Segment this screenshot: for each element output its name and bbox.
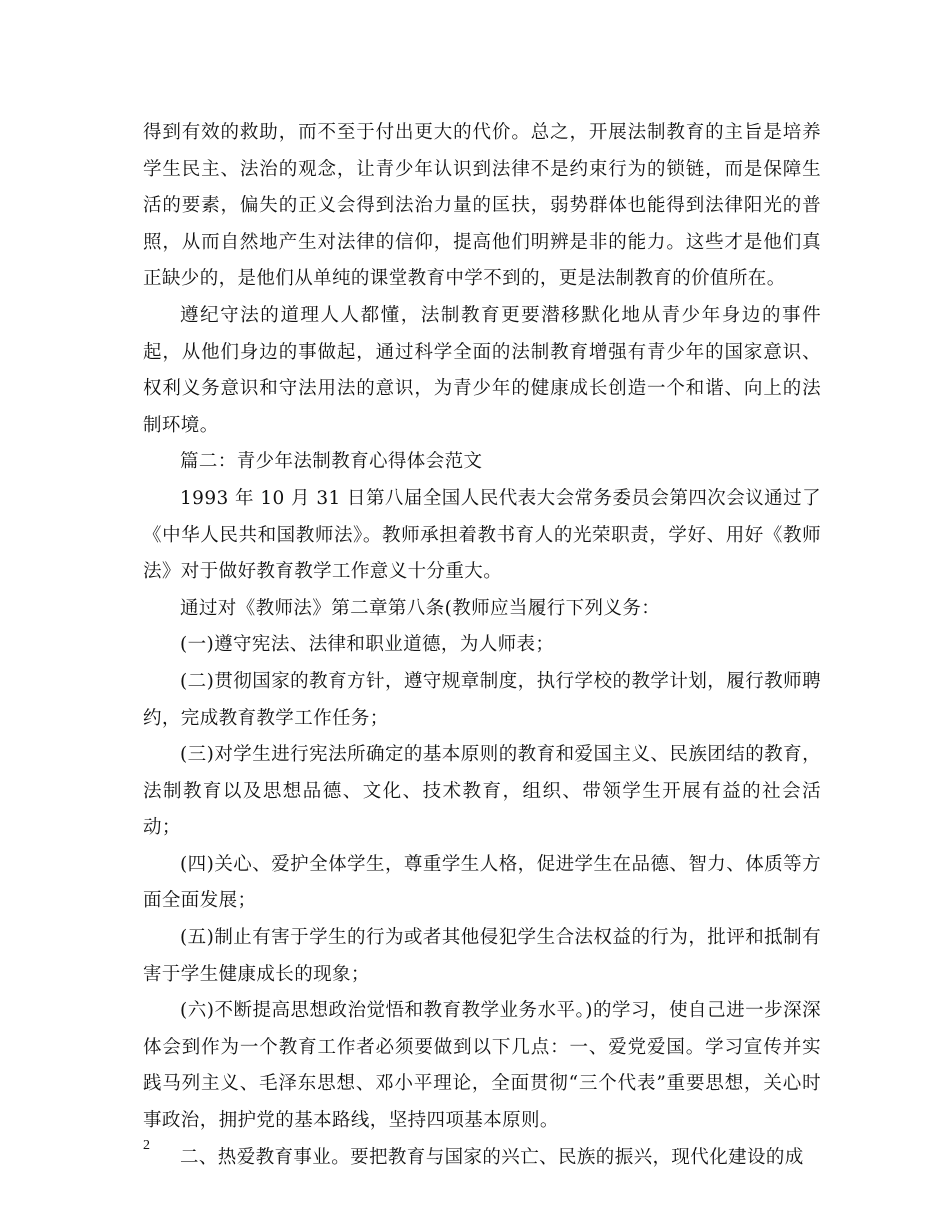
body-text (143, 115, 821, 1176)
paragraph-2: 遵纪守法的道理人人都懂，法制教育更要潜移默化地从青少年身边的事件起，从他们身边的事做起，通过科学全面的法制教育增强有青少年的国家意识、权利义务意识和守法用法的意识，为青少年的健康成长创造一个和谐、向上的法制环境。 (143, 304, 821, 436)
list-item-3: (三)对学生进行宪法所确定的基本原则的教育和爱国主义、民族团结的教育，法制教育以及思想品德、文化、技术教育，组织、带领学生开展有益的社会活动； (143, 744, 821, 839)
paragraph-1: 得到有效的救助，而不至于付出更大的代价。总之，开展法制教育的主旨是培养学生民主、法治的观念，让青少年认识到法律不是约束行为的锁链，而是保障生活的要素，偏失的正义会得到法治力量的匡扶，弱势群体也能得到法律阳光的普照，从而自然地产生对法律的信仰，提高他们明辨是非的能力。这些才是他们真正缺少的，是他们从单纯的课堂教育中学不到的，更是法制教育的价值所在。 (143, 122, 821, 290)
section-heading: 篇二：青少年法制教育心得体会范文 (180, 451, 483, 473)
list-item-4: (四)关心、爱护全体学生，尊重学生人格，促进学生在品德、智力、体质等方面全面发展； (143, 853, 821, 912)
list-item-6: (六)不断提高思想政治觉悟和教育教学业务水平。)的学习，使自己进一步深深体会到作为一个教育工作者必须要做到以下几点：一、爱党爱国。学习宣传并实践马列主义、毛泽东思想、邓小平理论，全面贯彻“三个代表”重要思想，关心时事政治，拥护党的基本路线，坚持四项基本原则。 (143, 1000, 821, 1132)
list-item-5: (五)制止有害于学生的行为或者其他侵犯学生合法权益的行为，批评和抵制有害于学生健康成长的现象； (143, 927, 821, 985)
list-item-2: (二)贯彻国家的教育方针，遵守规章制度，执行学校的教学计划，履行教师聘约，完成教育教学工作任务； (143, 670, 821, 729)
paragraph-3: 1993 年 10 月 31 日第八届全国人民代表大会常务委员会第四次会议通过了《中华人民共和国教师法》。教师承担着教书育人的光荣职责，学好、用好《教师法》对于做好教育教学工作意义十分重大。 (143, 487, 821, 583)
page-number: 2 (143, 1138, 150, 1153)
paragraph-5: 二、热爱教育事业。要把教育与国家的兴亡、民族的振兴，现代化建设的成 (180, 1146, 804, 1168)
list-item-1: (一)遵守宪法、法律和职业道德，为人师表； (180, 634, 555, 656)
paragraph-4: 通过对《教师法》第二章第八条(教师应当履行下列义务： (180, 597, 661, 619)
